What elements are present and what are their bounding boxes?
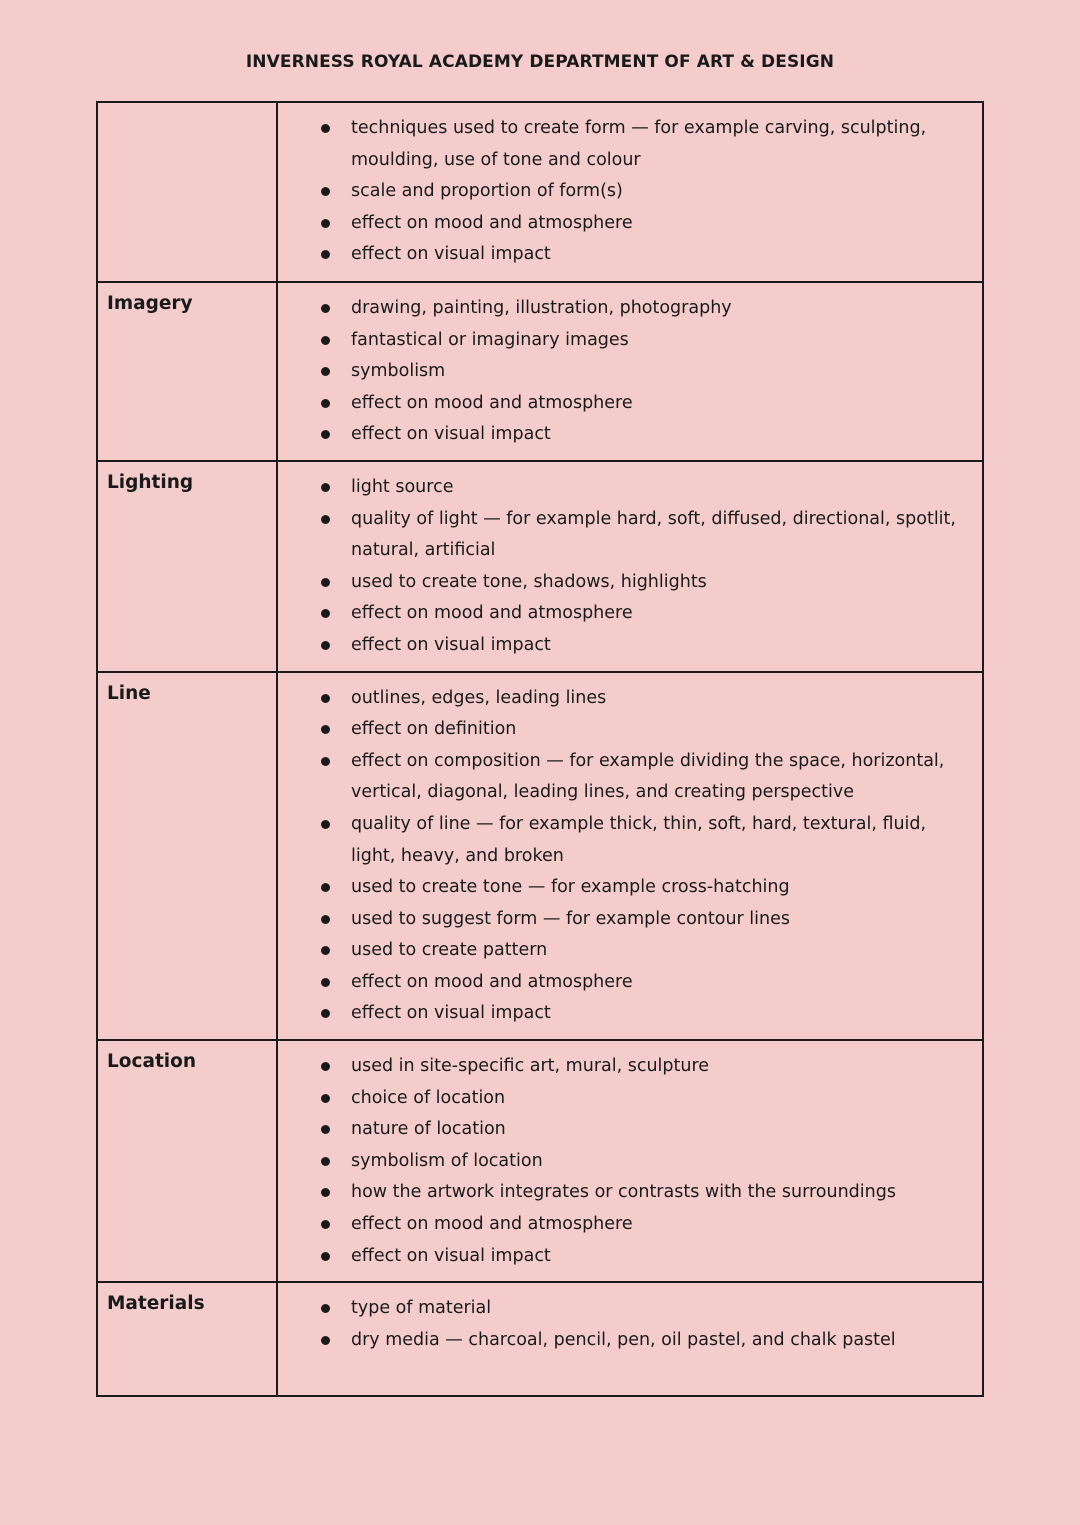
list-item-text: used to create tone — for example cross-hatching (351, 877, 790, 898)
page-title: INVERNESS ROYAL ACADEMY DEPARTMENT OF ART & DESIGN (245, 52, 835, 72)
list-item-text: techniques used to create form — for example carving, sculpting, moulding, use of tone and colour (351, 118, 927, 170)
list-item (278, 325, 972, 357)
bullet-icon (321, 1009, 330, 1018)
category-label (97, 102, 277, 282)
bullet-icon (321, 820, 330, 829)
list-item (278, 967, 972, 999)
list-item-text: effect on definition (351, 719, 517, 740)
list-item-text: effect on mood and atmosphere (351, 392, 633, 413)
bullet-list (278, 283, 982, 460)
list-item (278, 872, 972, 904)
bullet-icon (321, 483, 330, 492)
criteria-list-cell (277, 1282, 983, 1396)
list-item (278, 567, 972, 599)
criteria-list-cell (277, 1040, 983, 1282)
list-item (278, 998, 972, 1030)
list-item (278, 293, 972, 325)
bullet-icon (321, 1062, 330, 1071)
bullet-icon (321, 367, 330, 376)
list-item-text: effect on visual impact (351, 1245, 551, 1266)
list-item (278, 630, 972, 662)
list-item (278, 935, 972, 967)
list-item (278, 1177, 972, 1209)
list-item-text: used to create pattern (351, 940, 548, 961)
list-item-text: dry media — charcoal, pencil, pen, oil pastel, and chalk pastel (351, 1329, 896, 1350)
bullet-icon (321, 1125, 330, 1134)
list-item-text: quality of line — for example thick, thin, soft, hard, textural, fluid, light, heavy, and broken (351, 813, 927, 866)
list-item-text: symbolism of location (351, 1150, 543, 1171)
category-label: Location (97, 1040, 277, 1282)
bullet-icon (321, 336, 330, 345)
table-row (97, 1040, 983, 1282)
list-item-text: quality of light — for example hard, soft, diffused, directional, spotlit, natural, artificial (351, 508, 956, 561)
list-item-text: effect on composition — for example dividing the space, horizontal, vertical, diagonal, leading lines, and creating perspective (351, 750, 945, 803)
list-item-text: fantastical or imaginary images (351, 329, 629, 350)
bullet-icon (321, 978, 330, 987)
bullet-icon (321, 915, 330, 924)
bullet-list (278, 103, 982, 280)
list-item (278, 176, 972, 208)
list-item (278, 1293, 972, 1325)
list-item (278, 208, 972, 240)
bullet-icon (321, 430, 330, 439)
list-item-text: light source (351, 476, 454, 497)
list-item-text: effect on visual impact (351, 634, 551, 655)
list-item-text: type of material (351, 1298, 492, 1319)
bullet-icon (321, 1157, 330, 1166)
list-item (278, 1146, 972, 1178)
list-item (278, 714, 972, 746)
bullet-icon (321, 1094, 330, 1103)
criteria-list-cell (277, 461, 983, 672)
bullet-icon (321, 250, 330, 259)
list-item (278, 1325, 972, 1357)
bullet-list (278, 673, 982, 1040)
bullet-icon (321, 1304, 330, 1313)
criteria-list-cell (277, 102, 983, 282)
bullet-icon (321, 609, 330, 618)
list-item (278, 113, 972, 176)
bullet-icon (321, 725, 330, 734)
bullet-icon (321, 1252, 330, 1261)
bullet-icon (321, 1188, 330, 1197)
bullet-icon (321, 515, 330, 524)
list-item (278, 598, 972, 630)
list-item-text: effect on visual impact (351, 424, 551, 445)
criteria-list-cell (277, 672, 983, 1041)
list-item-text: symbolism (351, 361, 446, 382)
list-item-text: scale and proportion of form(s) (351, 181, 623, 202)
list-item (278, 504, 972, 567)
list-item (278, 239, 972, 271)
list-item (278, 472, 972, 504)
list-item-text: effect on mood and atmosphere (351, 603, 633, 624)
bullet-icon (321, 946, 330, 955)
bullet-list (278, 1283, 982, 1365)
list-item (278, 388, 972, 420)
list-item-text: used to create tone, shadows, highlights (351, 571, 707, 592)
bullet-icon (321, 124, 330, 133)
list-item (278, 419, 972, 451)
bullet-icon (321, 883, 330, 892)
list-item (278, 904, 972, 936)
bullet-list (278, 462, 982, 671)
list-item-text: choice of location (351, 1087, 506, 1108)
list-item (278, 1114, 972, 1146)
category-label: Imagery (97, 282, 277, 461)
list-item-text: nature of location (351, 1119, 506, 1140)
bullet-list (278, 1041, 982, 1281)
category-label: Materials (97, 1282, 277, 1396)
list-item-text: effect on mood and atmosphere (351, 212, 633, 233)
category-label: Line (97, 672, 277, 1041)
bullet-icon (321, 1336, 330, 1345)
bullet-icon (321, 219, 330, 228)
list-item (278, 1051, 972, 1083)
list-item-text: effect on mood and atmosphere (351, 971, 633, 992)
list-item-text: outlines, edges, leading lines (351, 687, 607, 708)
list-item (278, 1241, 972, 1273)
table-row (97, 672, 983, 1041)
criteria-table (96, 101, 984, 1397)
bullet-icon (321, 304, 330, 313)
list-item (278, 746, 972, 809)
list-item-text: used in site-specific art, mural, sculpture (351, 1056, 710, 1077)
bullet-icon (321, 1220, 330, 1229)
list-item-text: used to suggest form — for example contour lines (351, 908, 790, 929)
bullet-icon (321, 578, 330, 587)
list-item (278, 1209, 972, 1241)
bullet-icon (321, 399, 330, 408)
list-item (278, 809, 972, 872)
bullet-icon (321, 757, 330, 766)
list-item (278, 356, 972, 388)
criteria-table-body (97, 102, 983, 1396)
table-row (97, 102, 983, 282)
list-item-text: effect on visual impact (351, 244, 551, 265)
criteria-list-cell (277, 282, 983, 461)
table-row (97, 1282, 983, 1396)
bullet-icon (321, 187, 330, 196)
table-row (97, 461, 983, 672)
list-item-text: effect on mood and atmosphere (351, 1214, 633, 1235)
list-item-text: how the artwork integrates or contrasts with the surroundings (351, 1182, 896, 1203)
table-row (97, 282, 983, 461)
list-item (278, 1083, 972, 1115)
category-label: Lighting (97, 461, 277, 672)
list-item-text: drawing, painting, illustration, photography (351, 298, 732, 318)
bullet-icon (321, 641, 330, 650)
list-item (278, 683, 972, 715)
list-item-text: effect on visual impact (351, 1003, 551, 1024)
bullet-icon (321, 694, 330, 703)
